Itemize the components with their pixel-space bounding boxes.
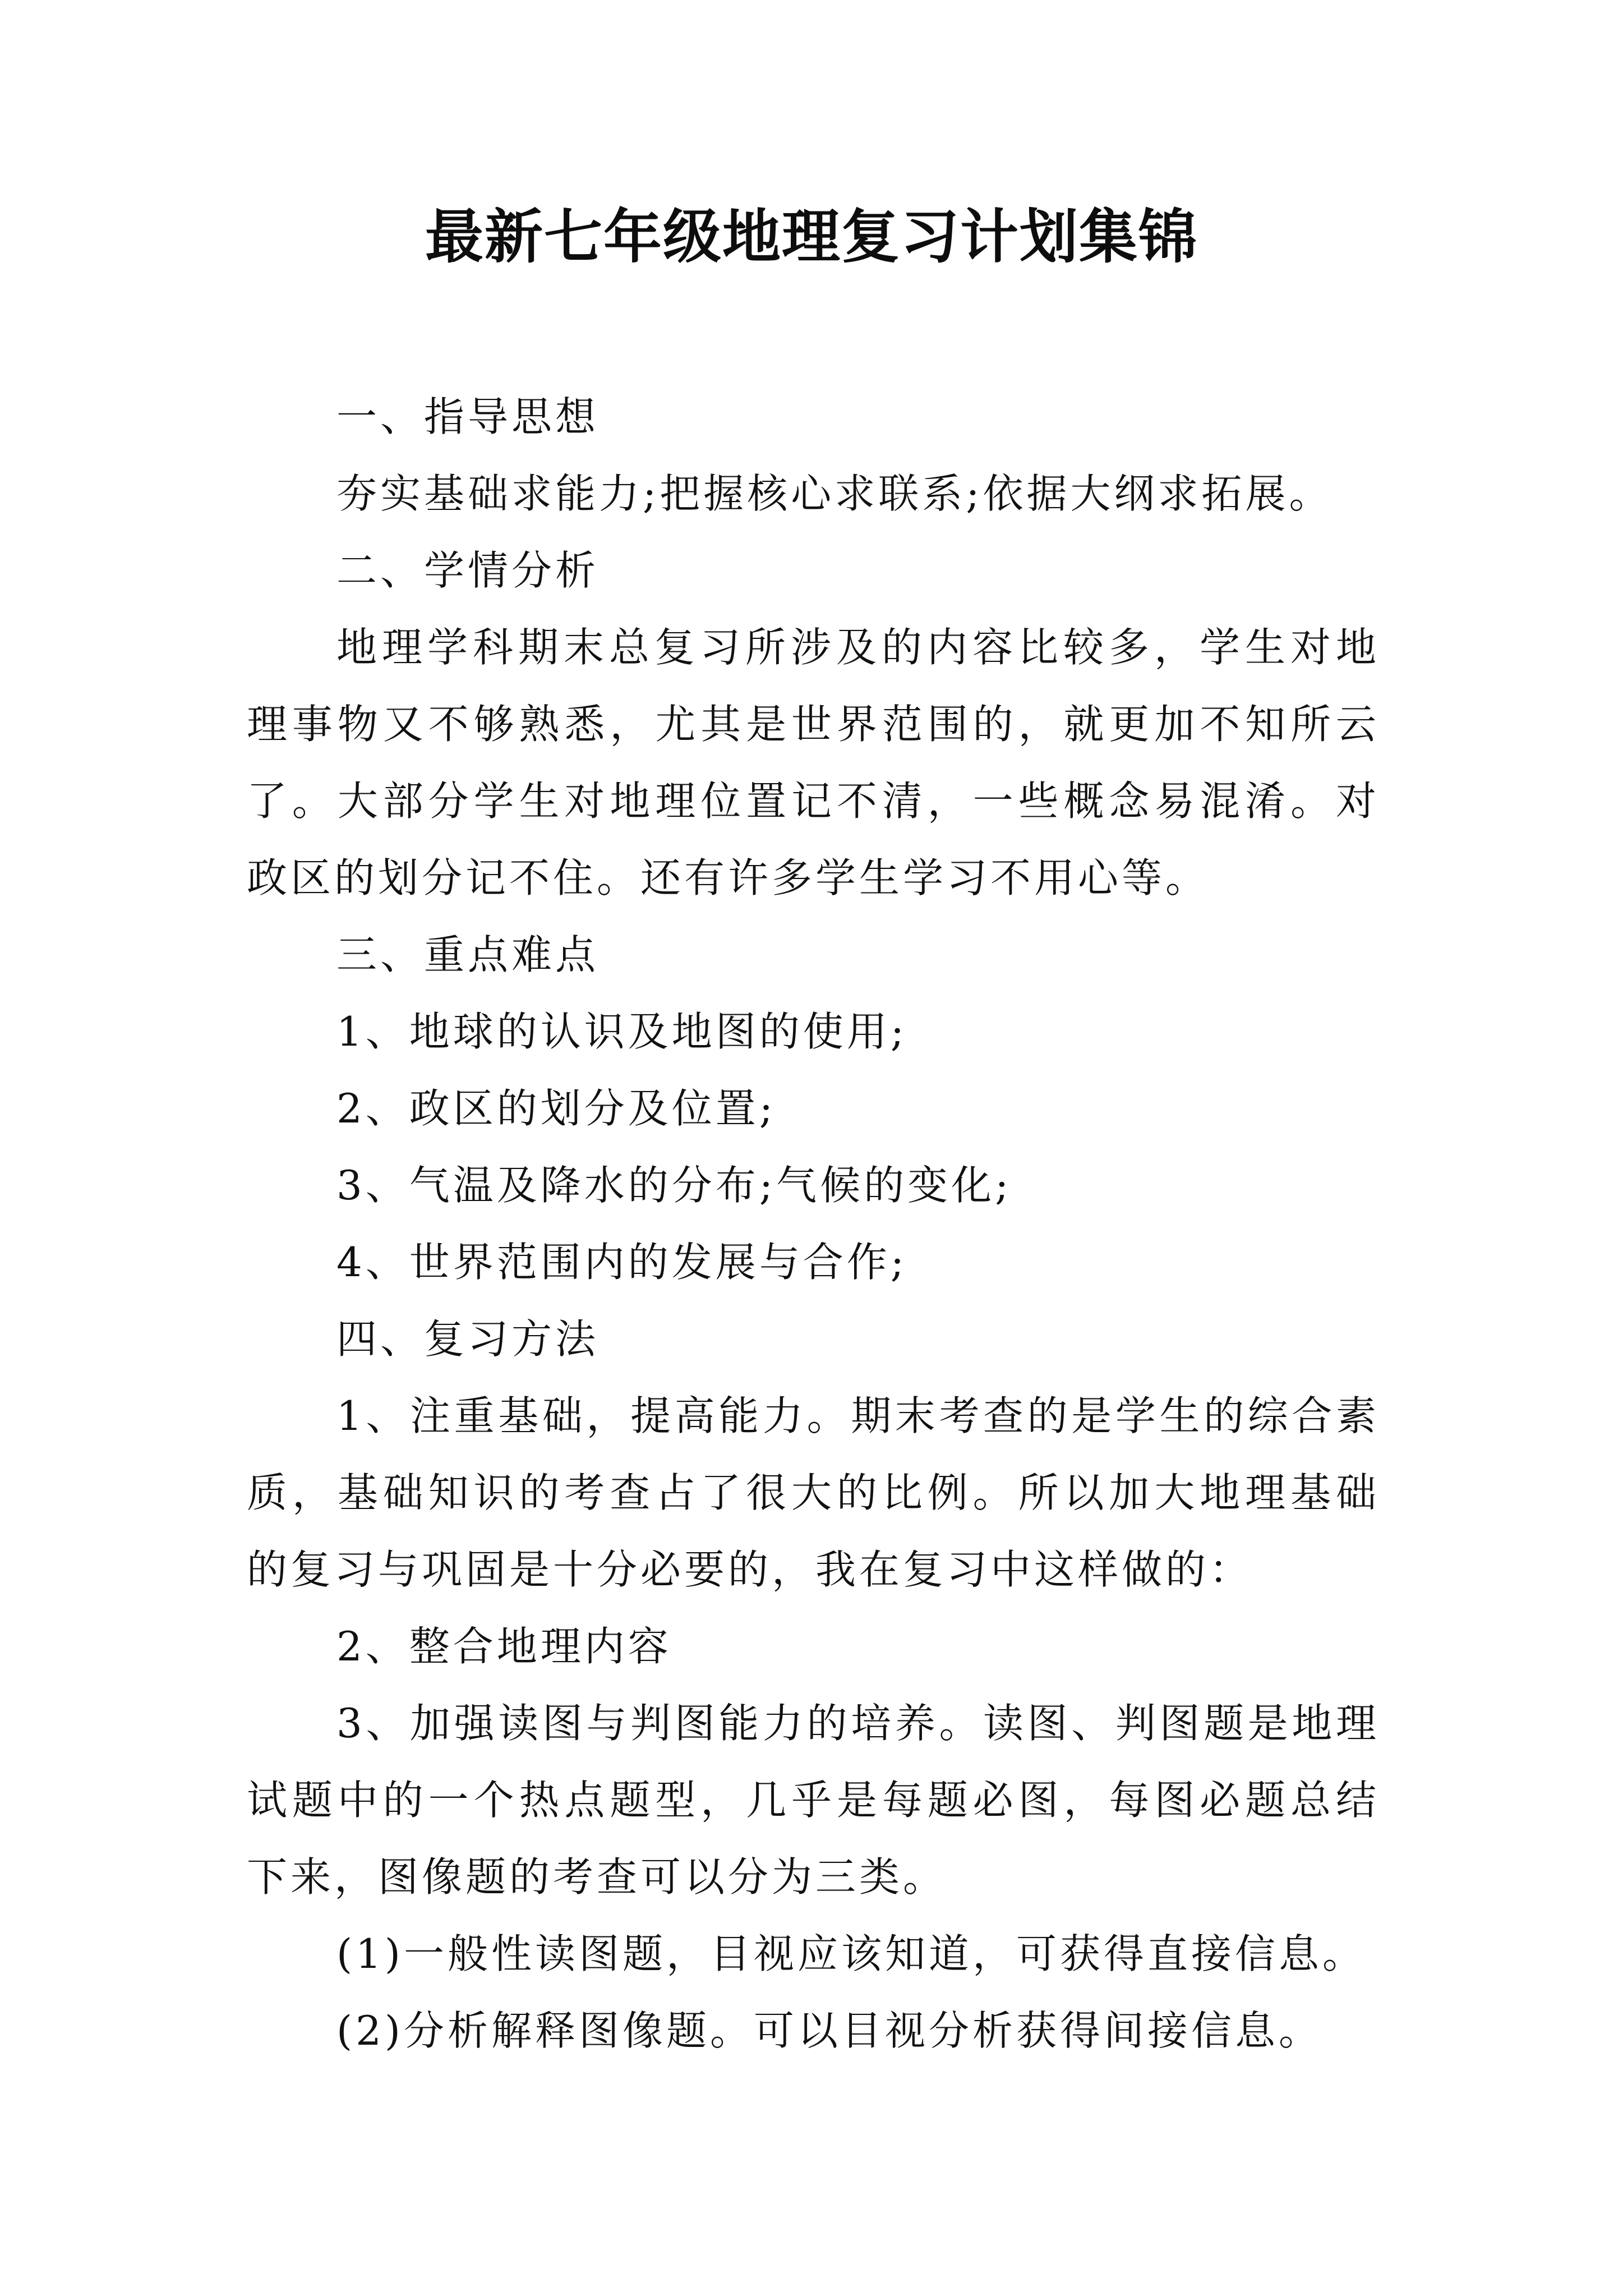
list-item-sub-2: (2)分析解释图像题。可以目视分析获得间接信息。 <box>336 2007 1322 2054</box>
paragraph-method-3: 3、加强读图与判图能力的培养。读图、判图题是地理试题中的一个热点题型，几乎是每题必图，每图必题总结下来，图像题的考查可以分为三类。 <box>247 1700 1380 1901</box>
heading-review-methods: 四、复习方法 <box>336 1315 600 1363</box>
document-title: 最新七年级地理复习计划集锦 <box>425 203 1198 271</box>
list-item-key-2: 2、政区的划分及位置; <box>336 1085 777 1132</box>
list-item-key-1: 1、地球的认识及地图的使用; <box>336 1008 908 1055</box>
heading-guiding-ideology: 一、指导思想 <box>336 393 600 440</box>
list-item-sub-1: (1)一般性读图题，目视应该知道，可获得直接信息。 <box>336 1930 1366 1977</box>
list-item-key-3: 3、气温及降水的分布;气候的变化; <box>336 1162 1012 1209</box>
heading-key-difficulties: 三、重点难点 <box>336 931 600 978</box>
paragraph-guiding-ideology: 夯实基础求能力;把握核心求联系;依据大纲求拓展。 <box>336 470 1333 517</box>
heading-learning-analysis: 二、学情分析 <box>336 547 600 594</box>
paragraph-method-2: 2、整合地理内容 <box>336 1623 672 1670</box>
list-item-key-4: 4、世界范围内的发展与合作; <box>336 1239 908 1286</box>
paragraph-learning-analysis: 地理学科期末总复习所涉及的内容比较多，学生对地理事物又不够熟悉，尤其是世界范围的，就更加不知所云了。大部分学生对地理位置记不清，一些概念易混淆。对政区的划分记不住。还有许多学生学习不用心等。 <box>247 624 1380 901</box>
paragraph-method-1: 1、注重基础，提高能力。期末考查的是学生的综合素质，基础知识的考查占了很大的比例。所以加大地理基础的复习与巩固是十分必要的，我在复习中这样做的： <box>247 1392 1380 1593</box>
